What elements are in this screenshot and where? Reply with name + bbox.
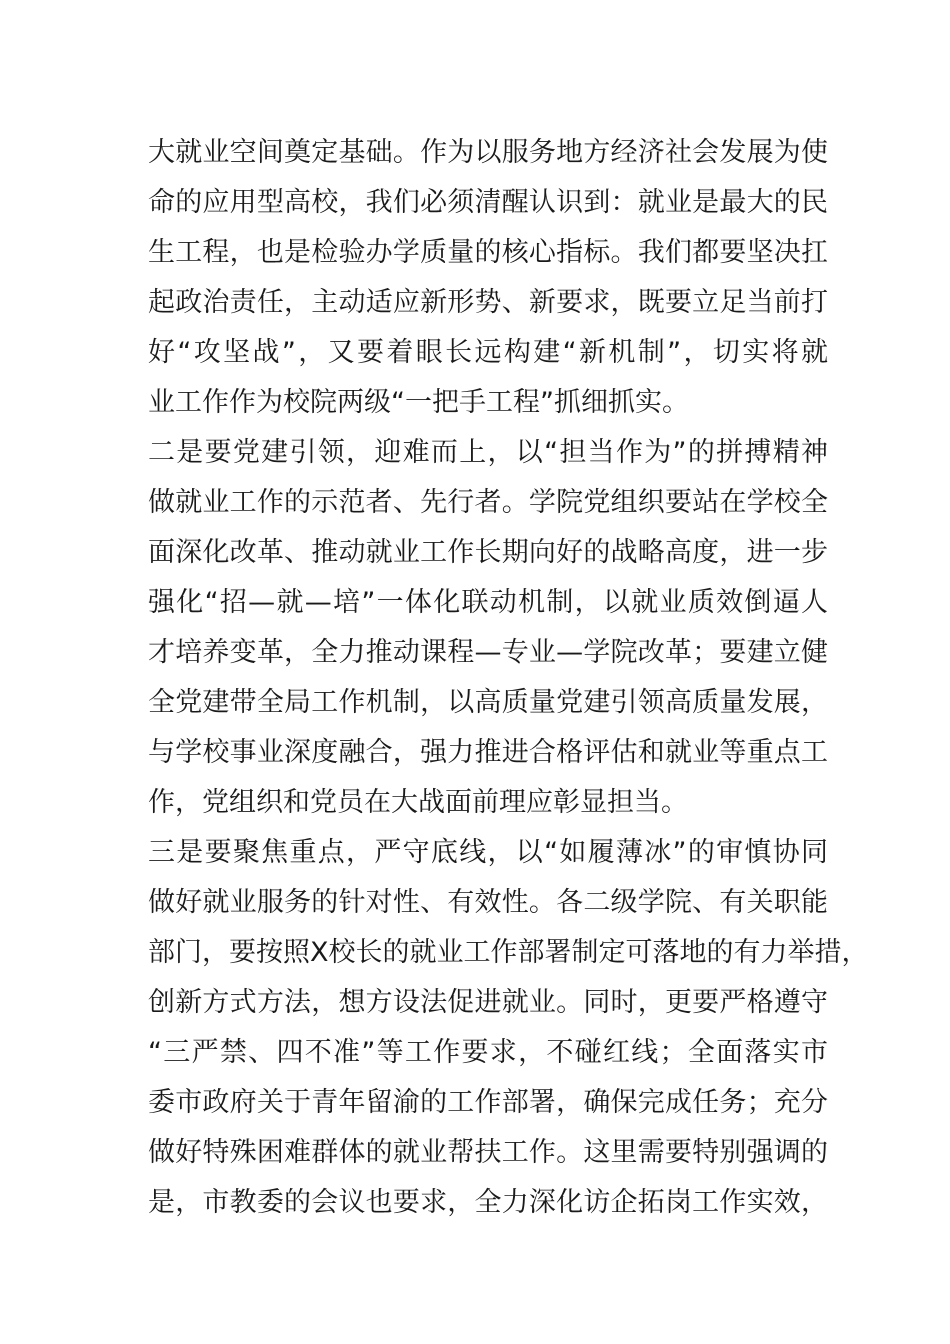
text-line: 三是要聚焦重点，严守底线，以“如履薄冰”的审慎协同 — [148, 837, 828, 868]
text-line: 二是要党建引领，迎难而上，以“担当作为”的拼搏精神 — [148, 437, 828, 468]
text-line: 强化“招—就—培”一体化联动机制，以就业质效倒逼人 — [148, 587, 828, 618]
text-line: 大就业空间奠定基础。作为以服务地方经济社会发展为使 — [148, 137, 828, 168]
text-line: 起政治责任，主动适应新形势、新要求，既要立足当前打 — [148, 287, 828, 318]
text-line: 才培养变革，全力推动课程—专业—学院改革；要建立健 — [148, 637, 828, 668]
text-line: 委市政府关于青年留渝的工作部署，确保完成任务；充分 — [148, 1087, 828, 1118]
text-line: 创新方式方法，想方设法促进就业。同时，更要严格遵守 — [148, 987, 828, 1018]
text-line: 面深化改革、推动就业工作长期向好的战略高度，进一步 — [148, 537, 828, 568]
text-line: 是，市教委的会议也要求，全力深化访企拓岗工作实效， — [148, 1187, 828, 1218]
text-line: 好“攻坚战”，又要着眼长远构建“新机制”，切实将就 — [148, 337, 828, 368]
document-body — [148, 128, 869, 1228]
text-line: 全党建带全局工作机制，以高质量党建引领高质量发展， — [148, 687, 828, 718]
text-line: 部门，要按照X校长的就业工作部署制定可落地的有力举措， — [148, 937, 869, 968]
text-line: 做好就业服务的针对性、有效性。各二级学院、有关职能 — [148, 887, 828, 918]
text-line: 做好特殊困难群体的就业帮扶工作。这里需要特别强调的 — [148, 1137, 828, 1168]
text-line: 作，党组织和党员在大战面前理应彰显担当。 — [148, 787, 688, 818]
text-line: 做就业工作的示范者、先行者。学院党组织要站在学校全 — [148, 487, 828, 518]
text-line: 生工程，也是检验办学质量的核心指标。我们都要坚决扛 — [148, 237, 828, 268]
text-line: 命的应用型高校，我们必须清醒认识到：就业是最大的民 — [148, 187, 828, 218]
text-line: 与学校事业深度融合，强力推进合格评估和就业等重点工 — [148, 737, 828, 768]
text-line: “三严禁、四不准”等工作要求，不碰红线；全面落实市 — [148, 1037, 828, 1068]
text-line: 业工作作为校院两级“一把手工程”抓细抓实。 — [148, 387, 689, 418]
